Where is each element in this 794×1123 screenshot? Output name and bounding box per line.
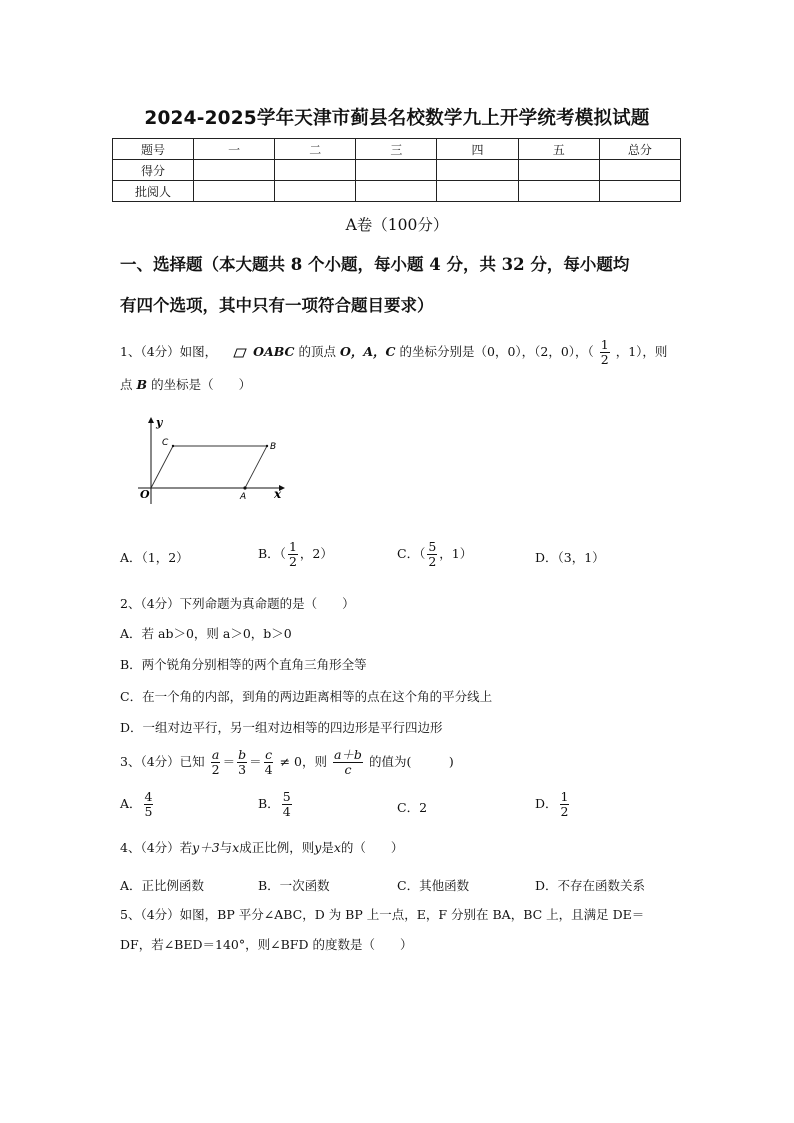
- q1-option-c[interactable]: C．（ $\frac{5}{2}$ ，1）: [397, 539, 473, 569]
- section-heading-line1: 一、选择题（本大题共 8 个小题，每小题 4 分，共 32 分，每小题均: [120, 255, 630, 274]
- question-2-stem: 2、（4分）下列命题为真命题的是（ ）: [120, 596, 355, 611]
- q3-option-a[interactable]: A． $\frac{4}{5}$: [120, 789, 153, 819]
- table-cell: [518, 160, 599, 181]
- table-cell: 总分: [599, 139, 680, 160]
- fraction: $\frac{c}{4}$: [264, 747, 273, 777]
- point-c-label: C: [162, 438, 169, 448]
- table-cell: [356, 160, 437, 181]
- q1-option-a[interactable]: A．（1，2）: [120, 550, 189, 565]
- parallelogram-figure: [128, 412, 298, 507]
- table-cell: 二: [275, 139, 356, 160]
- q2-option-c[interactable]: C．在一个角的内部，到角的两边距离相等的点在这个角的平分线上: [120, 689, 493, 704]
- question-1-stem-line2: 点 B 的坐标是（ ）: [120, 377, 252, 392]
- axis-y-label: y: [156, 416, 163, 429]
- fraction: $\frac{5}{4}$: [282, 789, 291, 819]
- q1-option-d[interactable]: D．（3，1）: [535, 550, 605, 565]
- table-cell: [518, 181, 599, 202]
- table-cell: [194, 160, 275, 181]
- parallelogram-oabc: [151, 446, 267, 488]
- table-cell: [599, 181, 680, 202]
- table-cell: [356, 181, 437, 202]
- fraction: $\frac{5}{2}$: [428, 539, 437, 569]
- table-cell: [275, 160, 356, 181]
- table-cell: 得分: [113, 160, 194, 181]
- fraction: $\frac{a}{2}$: [211, 747, 220, 777]
- table-cell: [437, 160, 518, 181]
- q4-option-b[interactable]: B．一次函数: [258, 878, 330, 893]
- score-table-header-row: [113, 139, 681, 160]
- fraction: $\frac{1}{2}$: [560, 789, 569, 819]
- table-cell: [599, 160, 680, 181]
- score-table: [112, 138, 681, 202]
- table-cell: [275, 181, 356, 202]
- fraction: $\frac{4}{5}$: [144, 789, 153, 819]
- table-cell: [194, 181, 275, 202]
- score-table-row: [113, 181, 681, 202]
- table-cell: [437, 181, 518, 202]
- point-b-label: B: [270, 442, 277, 452]
- table-cell: 四: [437, 139, 518, 160]
- table-cell: 一: [194, 139, 275, 160]
- paper-part-heading: A卷（100分）: [345, 216, 449, 234]
- question-5-stem-line1: 5、（4分）如图，BP 平分∠ABC，D 为 BP 上一点，E，F 分别在 BA，BC 上，且满足 DE＝: [120, 907, 645, 922]
- table-cell: 题号: [113, 139, 194, 160]
- q1-option-b[interactable]: B．（ $\frac{1}{2}$ ，2）: [258, 539, 333, 569]
- q2-option-d[interactable]: D．一组对边平行，另一组对边相等的四边形是平行四边形: [120, 720, 443, 735]
- q3-option-d[interactable]: D． $\frac{1}{2}$: [535, 789, 569, 819]
- question-1-stem: 1、（4分）如图， OABC 的顶点 O，A，C 的坐标分别是（0，0），（2，0），（ $\frac{1}{2}$ ，1），则: [120, 337, 668, 367]
- question-5-stem-line2: DF，若∠BED＝140°，则∠BFD 的度数是（ ）: [120, 937, 413, 952]
- parallelogram-symbol-icon: [233, 348, 247, 358]
- point-a-label: A: [240, 492, 247, 502]
- q3-option-c[interactable]: C．2: [397, 800, 428, 815]
- axis-x-label: x: [274, 487, 282, 501]
- section-heading-line2: 有四个选项，其中只有一项符合题目要求）: [120, 296, 434, 315]
- fraction: $\frac{b}{3}$: [238, 747, 247, 777]
- fraction: $\frac{a+b}{c}$: [333, 747, 362, 777]
- q2-option-a[interactable]: A．若 ab＞0，则 a＞0，b＞0: [120, 626, 292, 641]
- q4-option-c[interactable]: C．其他函数: [397, 878, 470, 893]
- point-o-label: O: [140, 488, 150, 501]
- fraction: $\frac{1}{2}$: [288, 539, 297, 569]
- table-cell: 三: [356, 139, 437, 160]
- question-3-stem: 3、（4分）已知 $\frac{a}{2}$ ＝ $\frac{b}{3}$ ＝ $\frac{c}{4}$ ≠ 0，则 $\frac{a+b}{c}$ 的值为( ): [120, 747, 454, 777]
- q4-option-d[interactable]: D．不存在函数关系: [535, 878, 646, 893]
- document-title: 2024-2025学年天津市蓟县名校数学九上开学统考模拟试题: [144, 108, 650, 129]
- fraction: $\frac{1}{2}$: [600, 337, 609, 367]
- q3-option-b[interactable]: B． $\frac{5}{4}$: [258, 789, 291, 819]
- q4-option-a[interactable]: A．正比例函数: [120, 878, 205, 893]
- q2-option-b[interactable]: B．两个锐角分别相等的两个直角三角形全等: [120, 657, 367, 672]
- table-cell: 批阅人: [113, 181, 194, 202]
- question-4-stem: 4、（4分）若y＋3与x成正比例，则y是x的（ ）: [120, 840, 404, 855]
- score-table-row: [113, 160, 681, 181]
- table-cell: 五: [518, 139, 599, 160]
